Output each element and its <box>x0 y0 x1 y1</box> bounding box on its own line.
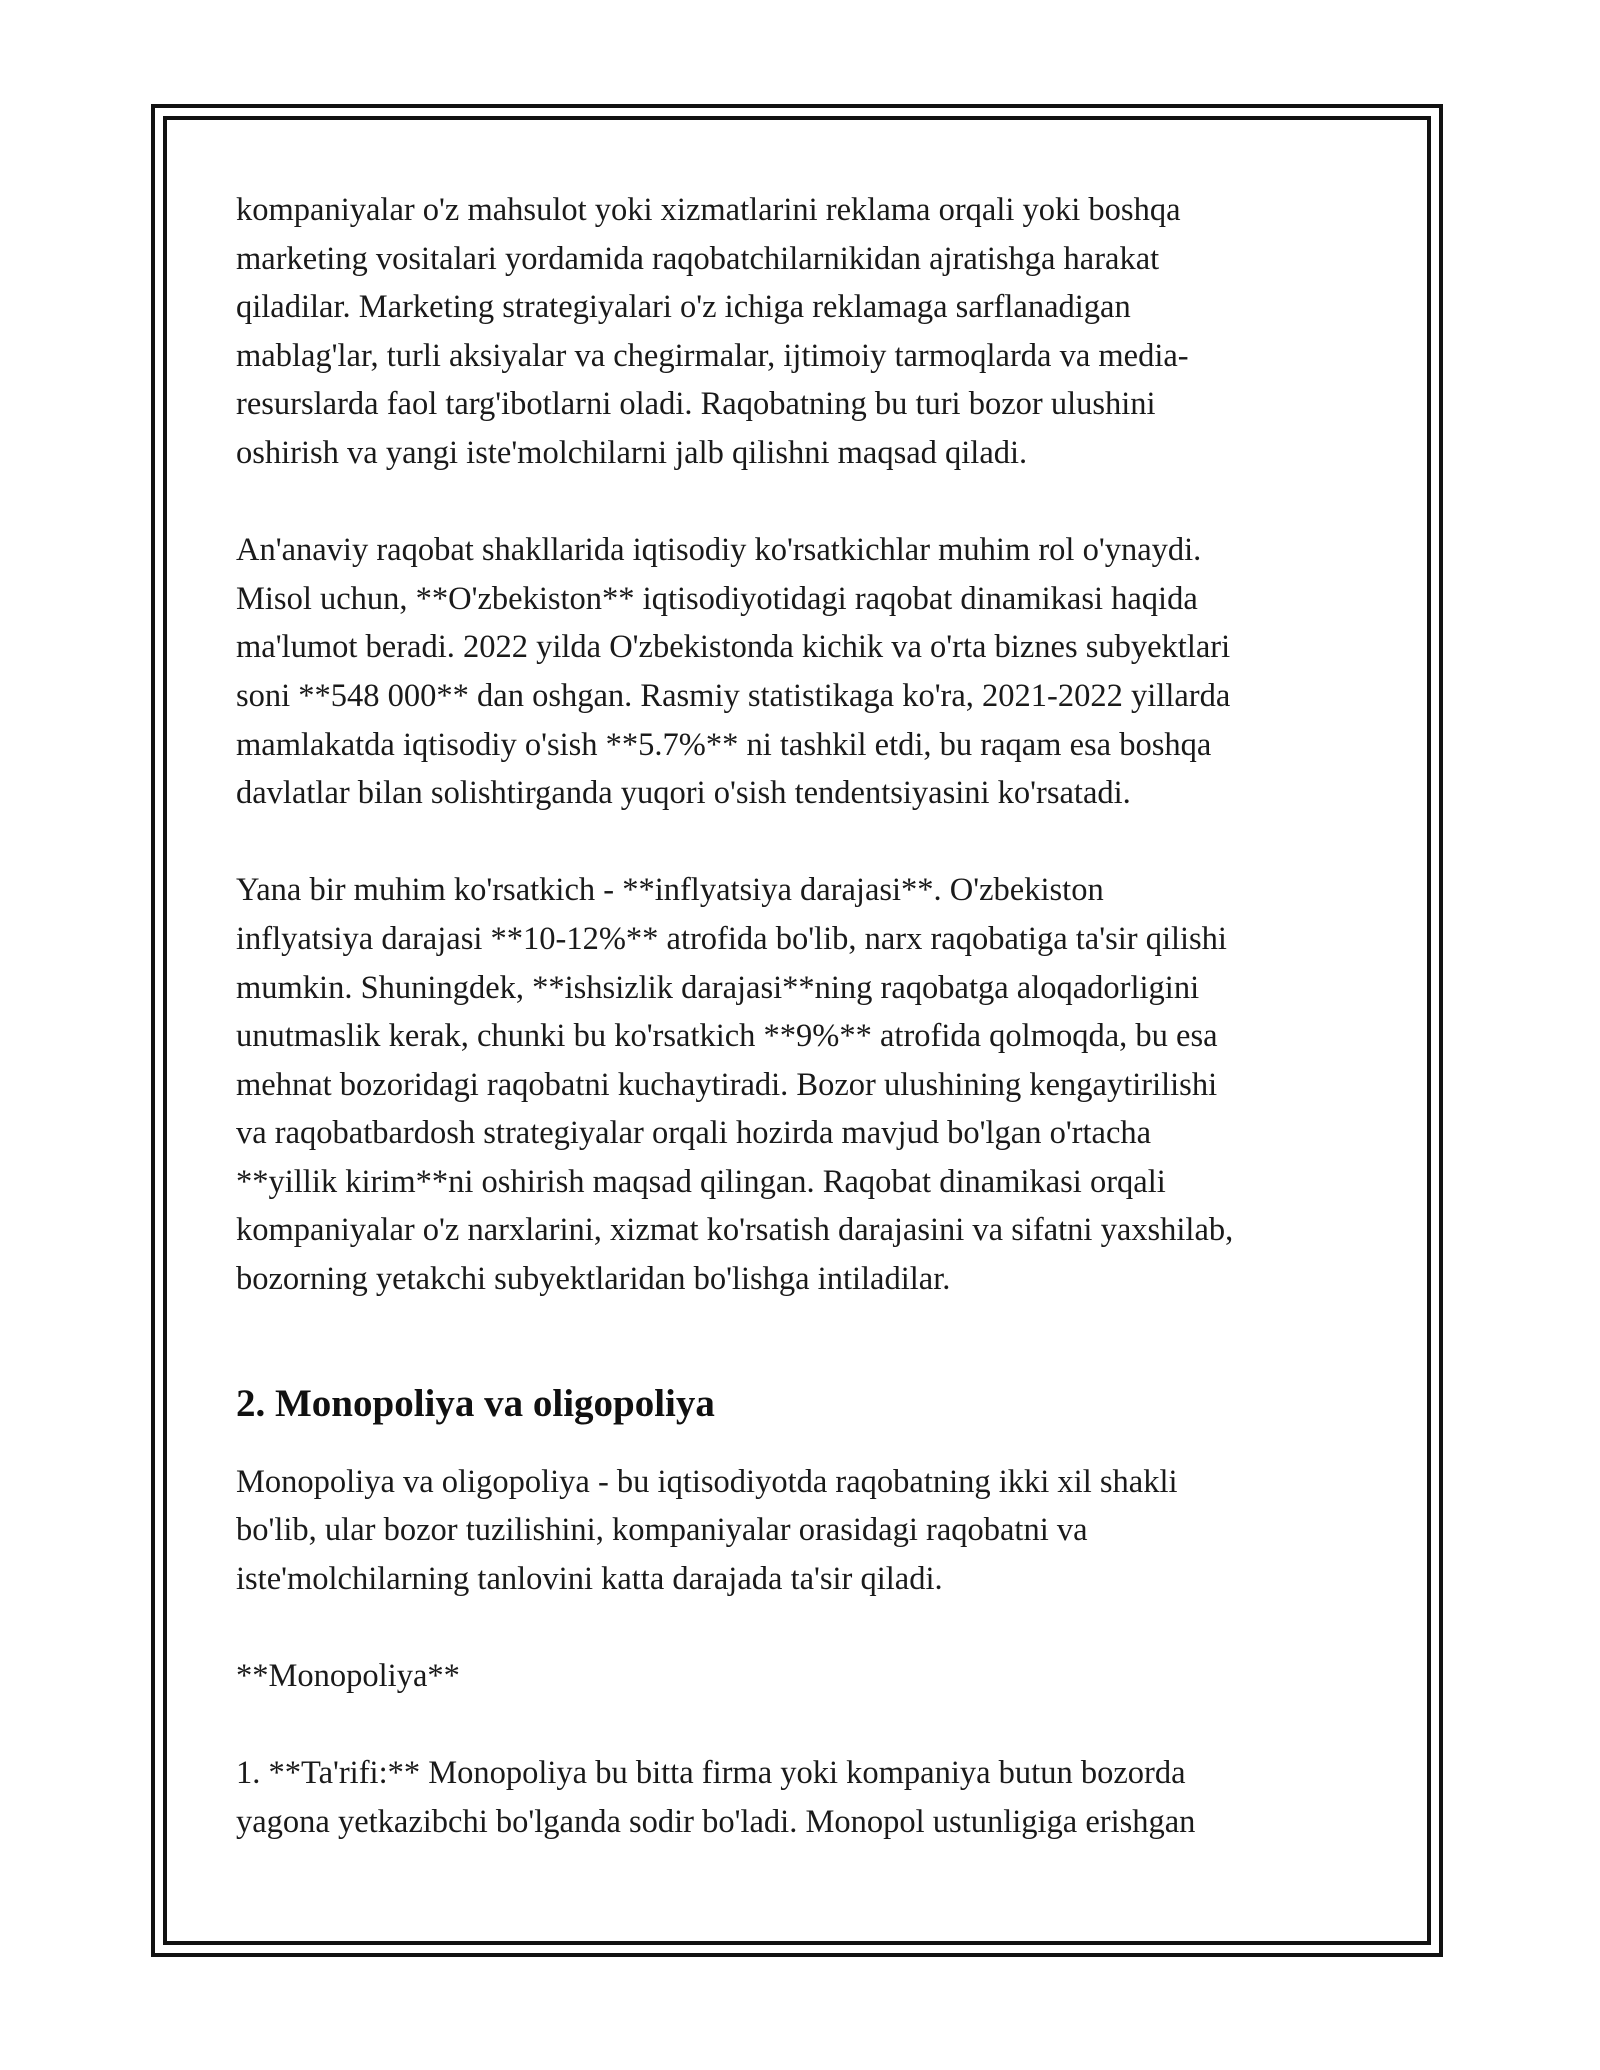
text-line: resurslarda faol targ'ibotlarni oladi. Raqobatning bu turi bozor ulushini <box>236 386 1156 423</box>
text-line: inflyatsiya darajasi **10-12%** atrofida bo'lib, narx raqobatiga ta'sir qilishi <box>236 920 1227 957</box>
text-line: unutmaslik kerak, chunki bu ko'rsatkich **9%** atrofida qolmoqda, bu esa <box>236 1018 1218 1055</box>
text-line: davlatlar bilan solishtirganda yuqori o'sish tendentsiyasini ko'rsatadi. <box>236 775 1131 812</box>
text-line: **yillik kirim**ni oshirish maqsad qilingan. Raqobat dinamikasi orqali <box>236 1163 1166 1200</box>
paragraph-monopoly-definition <box>236 1749 1366 1846</box>
paragraph-monopoly-label <box>236 1652 1366 1701</box>
text-line: yagona yetkazibchi bo'lganda sodir bo'ladi. Monopol ustunligiga erishgan <box>236 1803 1196 1840</box>
paragraph-marketing <box>236 186 1366 478</box>
text-line: mumkin. Shuningdek, **ishsizlik darajasi**ning raqobatga aloqadorligini <box>236 969 1200 1006</box>
text-line: Misol uchun, **O'zbekiston** iqtisodiyotidagi raqobat dinamikasi haqida <box>236 580 1198 617</box>
text-line: kompaniyalar o'z mahsulot yoki xizmatlarini reklama orqali yoki boshqa <box>236 192 1181 228</box>
text-line: kompaniyalar o'z narxlarini, xizmat ko'rsatish darajasini va sifatni yaxshilab, <box>236 1212 1234 1249</box>
text-line: mamlakatda iqtisodiy o'sish **5.7%** ni tashkil etdi, bu raqam esa boshqa <box>236 726 1212 763</box>
text-line: ma'lumot beradi. 2022 yilda O'zbekistonda kichik va o'rta biznes subyektlari <box>236 629 1231 666</box>
text-line: va raqobatbardosh strategiyalar orqali hozirda mavjud bo'lgan o'rtacha <box>236 1115 1152 1152</box>
paragraph-monopoly-intro <box>236 1458 1366 1604</box>
text-line: mehnat bozoridagi raqobatni kuchaytiradi. Bozor ulushining kengaytirilishi <box>236 1066 1218 1103</box>
text-line: mablag'lar, turli aksiyalar va chegirmalar, ijtimoiy tarmoqlarda va media- <box>236 337 1189 374</box>
text-line: marketing vositalari yordamida raqobatchilarnikidan ajratishga harakat <box>236 240 1160 277</box>
text-line: Monopoliya va oligopoliya - bu iqtisodiyotda raqobatning ikki xil shakli <box>236 1463 1178 1500</box>
text-line: bozorning yetakchi subyektlaridan bo'lishga intiladilar. <box>236 1261 951 1298</box>
text-line: An'anaviy raqobat shakllarida iqtisodiy ko'rsatkichlar muhim rol o'ynaydi. <box>236 532 1202 569</box>
text-line: 1. **Ta'rifi:** Monopoliya bu bitta firma yoki kompaniya butun bozorda <box>236 1755 1186 1792</box>
text-line: iste'molchilarning tanlovini katta darajada ta'sir qiladi. <box>236 1560 943 1597</box>
text-line: oshirish va yangi iste'molchilarni jalb qilishni maqsad qiladi. <box>236 434 1028 471</box>
section-heading: 2. Monopoliya va oligopoliya <box>236 1381 715 1425</box>
subheading-text: **Monopoliya** <box>236 1658 460 1695</box>
text-line: bo'lib, ular bozor tuzilishini, kompaniyalar orasidagi raqobatni va <box>236 1512 1088 1549</box>
document-body <box>236 186 1366 1895</box>
paragraph-inflation <box>236 866 1366 1303</box>
text-line: Yana bir muhim ko'rsatkich - **inflyatsiya darajasi**. O'zbekiston <box>236 872 1104 909</box>
text-line: soni **548 000** dan oshgan. Rasmiy statistikaga ko'ra, 2021-2022 yillarda <box>236 677 1231 714</box>
text-line: qiladilar. Marketing strategiyalari o'z ichiga reklamaga sarflanadigan <box>236 289 1131 326</box>
paragraph-economic-indicators <box>236 526 1366 818</box>
